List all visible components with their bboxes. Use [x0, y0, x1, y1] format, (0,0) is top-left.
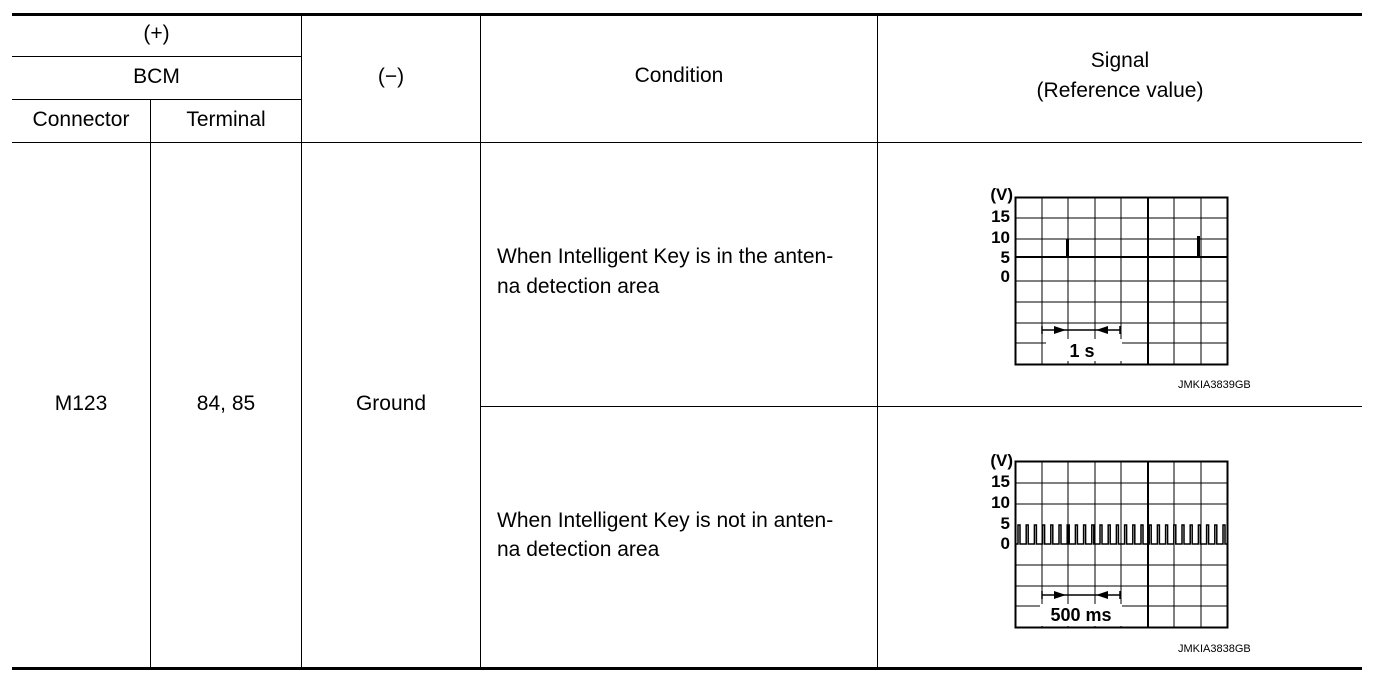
column-rule-connector [150, 100, 151, 668]
table-top-rule [12, 13, 1362, 16]
y-tick-15: 15 [991, 472, 1010, 491]
y-tick-5: 5 [1000, 248, 1010, 267]
y-unit-label: (V) [990, 451, 1013, 470]
header-plus: (+) [143, 22, 170, 45]
cell-ground: Ground [355, 392, 427, 415]
cell-connector: M123 [54, 392, 108, 415]
figure-code-key-not-in-area: JMKIA3838GB [1178, 643, 1251, 655]
header-rule-plus [12, 56, 301, 57]
y-tick-5: 5 [1000, 514, 1010, 533]
signal-waveform-key-in-area [980, 185, 1240, 370]
header-minus: (−) [377, 65, 405, 88]
column-rule-minus [480, 15, 481, 668]
header-rule-bcm [12, 99, 301, 100]
y-tick-10: 10 [991, 493, 1010, 512]
y-tick-10: 10 [991, 228, 1010, 247]
header-bottom-rule [12, 142, 1362, 143]
column-rule-condition [877, 15, 878, 668]
signal-waveform-key-not-in-area [980, 449, 1240, 634]
column-rule-terminal [301, 15, 302, 668]
y-unit-label: (V) [990, 185, 1013, 204]
condition-key-in-area-line2: na detection area [497, 275, 660, 298]
condition-key-not-in-area-line2: na detection area [497, 538, 660, 561]
table-bottom-rule [12, 667, 1362, 670]
cell-terminal: 84, 85 [196, 392, 256, 415]
figure-code-key-in-area: JMKIA3839GB [1178, 379, 1251, 391]
y-tick-15: 15 [991, 207, 1010, 226]
header-unit-bcm: BCM [133, 65, 180, 88]
condition-key-in-area-line1: When Intelligent Key is in the anten- [497, 245, 834, 268]
time-scale-label: 1 s [1069, 341, 1095, 361]
header-connector: Connector [32, 108, 130, 131]
header-condition: Condition [634, 64, 724, 87]
header-signal: Signal [1090, 49, 1150, 72]
condition-divider-rule [481, 406, 1362, 407]
header-terminal: Terminal [186, 108, 266, 131]
y-tick-0: 0 [1000, 534, 1010, 553]
y-tick-0: 0 [1000, 267, 1010, 286]
header-signal-reference: (Reference value) [1036, 79, 1204, 102]
time-scale-label: 500 ms [1050, 605, 1112, 625]
condition-key-not-in-area-line1: When Intelligent Key is not in anten- [497, 509, 834, 532]
